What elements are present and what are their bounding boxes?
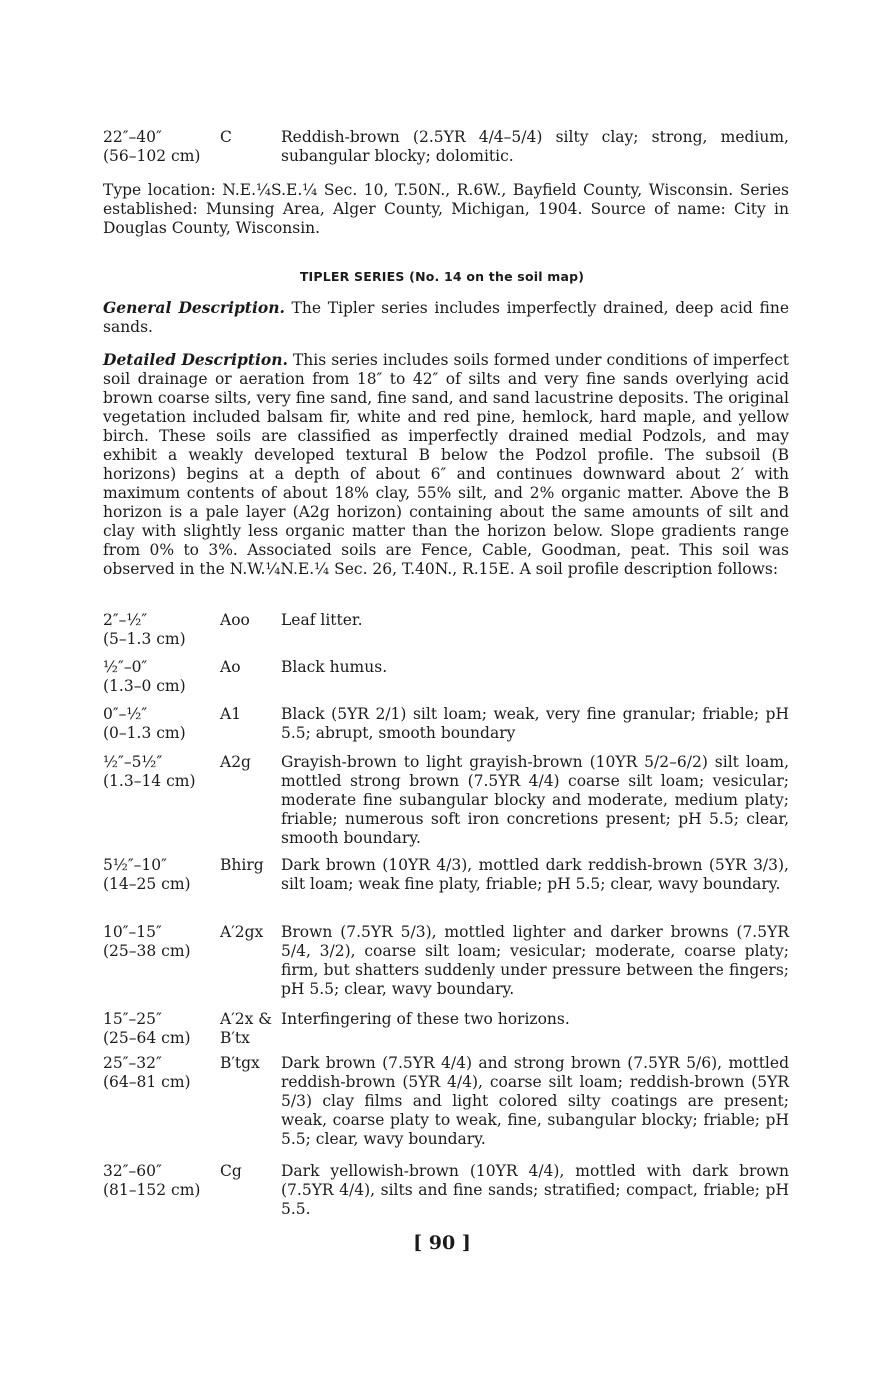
horizon-description: Leaf litter. — [281, 611, 363, 629]
horizon-symbol: Bhirg — [220, 856, 264, 874]
detailed-description-paragraph — [103, 350, 789, 579]
depth-cm: (1.3–14 cm) — [103, 772, 196, 790]
depth-inches: 10″–15″ — [103, 923, 162, 941]
horizon-symbol: B′tgx — [220, 1054, 260, 1072]
depth-cm: (0–1.3 cm) — [103, 724, 186, 742]
horizon-symbol: A2g — [220, 753, 251, 771]
section-title: TIPLER SERIES — [299, 269, 405, 284]
depth-inches: 15″–25″ — [103, 1010, 162, 1028]
horizon-symbol: Ao — [220, 658, 241, 676]
detailed-description-label: Detailed Description. — [103, 350, 288, 369]
horizon-description: Reddish-brown (2.5YR 4/4–5/4) silty clay; strong, medium, subangular blocky; dolomitic. — [281, 128, 789, 165]
horizon-depth — [103, 856, 221, 894]
depth-cm: (25–38 cm) — [103, 942, 191, 960]
horizon-symbol: A1 — [220, 705, 242, 723]
general-description-text: The Tipler series includes imperfectly drained, deep acid fine sands. — [103, 299, 789, 336]
horizon-depth — [103, 923, 221, 961]
type-location-paragraph: Type location: N.E.¼S.E.¼ Sec. 10, T.50N., R.6W., Bayfield County, Wisconsin. Series established: Munsing Area, Alger County, Michigan, 1904. Source of name: City in Douglas County, Wisconsin. — [103, 181, 789, 237]
depth-inches: 25″–32″ — [103, 1054, 162, 1072]
depth-cm: (14–25 cm) — [103, 875, 191, 893]
depth-inches: ½″–5½″ — [103, 753, 163, 771]
horizon-depth — [103, 1162, 221, 1200]
horizon-symbol: A′2gx — [220, 923, 264, 941]
detailed-description-text: This series includes soils formed under conditions of imperfect soil drainage or aeration from 18″ to 42″ of silts and very fine sands overlying acid brown coarse silts, very fine sand, fine sand, and sand lacustrine deposits. The original vegetation included balsam fir, white and red pine, hemlock, hard maple, and yellow birch. These soils are classified as imperfectly drained medial Podzols, and may exhibit a weakly developed textural B below the Podzol profile. The subsoil (B horizons) begins at a depth of about 6″ and continues downward about 2′ with maximum contents of about 18% clay, 55% silt, and 2% organic matter. Above the B horizon is a pale layer (A2g horizon) containing about the same amounts of silt and clay with slightly less organic matter than the horizon below. Slope gradients range from 0% to 3%. Associated soils are Fence, Cable, Goodman, peat. This soil was observed in the N.W.¼N.E.¼ Sec. 26, T.40N., R.15E. A soil profile description follows: — [103, 351, 789, 578]
horizon-description: Dark brown (10YR 4/3), mottled dark reddish-brown (5YR 3/3), silt loam; weak fine platy, friable; pH 5.5; clear, wavy boundary. — [281, 856, 789, 893]
horizon-depth — [103, 753, 221, 791]
depth-inches: ½″–0″ — [103, 658, 148, 676]
horizon-symbol: Aoo — [220, 611, 250, 629]
horizon-description: Dark yellowish-brown (10YR 4/4), mottled with dark brown (7.5YR 4/4), silts and fine sands; stratified; compact, friable; pH 5.5. — [281, 1162, 789, 1218]
horizon-description: Black humus. — [281, 658, 388, 676]
depth-inches: 22″–40″ — [103, 128, 162, 146]
depth-inches: 32″–60″ — [103, 1162, 162, 1180]
general-description-label: General Description. — [103, 298, 285, 317]
section-note: (No. 14 on the soil map) — [409, 269, 585, 284]
depth-inches: 0″–½″ — [103, 705, 148, 723]
horizon-description: Dark brown (7.5YR 4/4) and strong brown (7.5YR 5/6), mottled reddish-brown (5YR 4/4), coarse silt loam; reddish-brown (5YR 5/3) clay films and light colored silty coatings are present; weak, coarse platy to weak, fine, subangular blocky; friable; pH 5.5; clear, wavy boundary. — [281, 1054, 789, 1148]
depth-cm: (56–102 cm) — [103, 147, 201, 165]
depth-cm: (1.3–0 cm) — [103, 677, 186, 695]
horizon-depth — [103, 705, 221, 743]
depth-cm: (25–64 cm) — [103, 1029, 191, 1047]
depth-inches: 2″–½″ — [103, 611, 148, 629]
horizon-description: Interfingering of these two horizons. — [281, 1010, 570, 1028]
general-description-paragraph — [103, 298, 789, 337]
depth-cm: (5–1.3 cm) — [103, 630, 186, 648]
section-heading — [0, 269, 884, 284]
horizon-symbol: A′2x & B′tx — [220, 1010, 273, 1047]
page-number: [ 90 ] — [413, 1232, 471, 1254]
horizon-description: Brown (7.5YR 5/3), mottled lighter and darker browns (7.5YR 5/4, 3/2), coarse silt loam; vesicular; moderate, coarse platy; firm, but shatters suddenly under pressure between the fingers; pH 5.5; clear, wavy boundary. — [281, 923, 789, 998]
horizon-description: Black (5YR 2/1) silt loam; weak, very fine granular; friable; pH 5.5; abrupt, smooth boundary — [281, 705, 789, 742]
horizon-symbol: Cg — [220, 1162, 242, 1180]
horizon-depth — [103, 658, 221, 696]
horizon-symbol: C — [220, 128, 232, 146]
horizon-depth — [103, 128, 221, 166]
depth-cm: (64–81 cm) — [103, 1073, 191, 1091]
horizon-depth — [103, 1010, 221, 1048]
depth-cm: (81–152 cm) — [103, 1181, 201, 1199]
horizon-depth — [103, 1054, 221, 1092]
horizon-depth — [103, 611, 221, 649]
depth-inches: 5½″–10″ — [103, 856, 167, 874]
horizon-description: Grayish-brown to light grayish-brown (10YR 5/2–6/2) silt loam, mottled strong brown (7.5YR 4/4) coarse silt loam; vesicular; moderate fine subangular blocky and moderate, medium platy; friable; numerous soft iron concretions present; pH 5.5; clear, smooth boundary. — [281, 753, 789, 847]
